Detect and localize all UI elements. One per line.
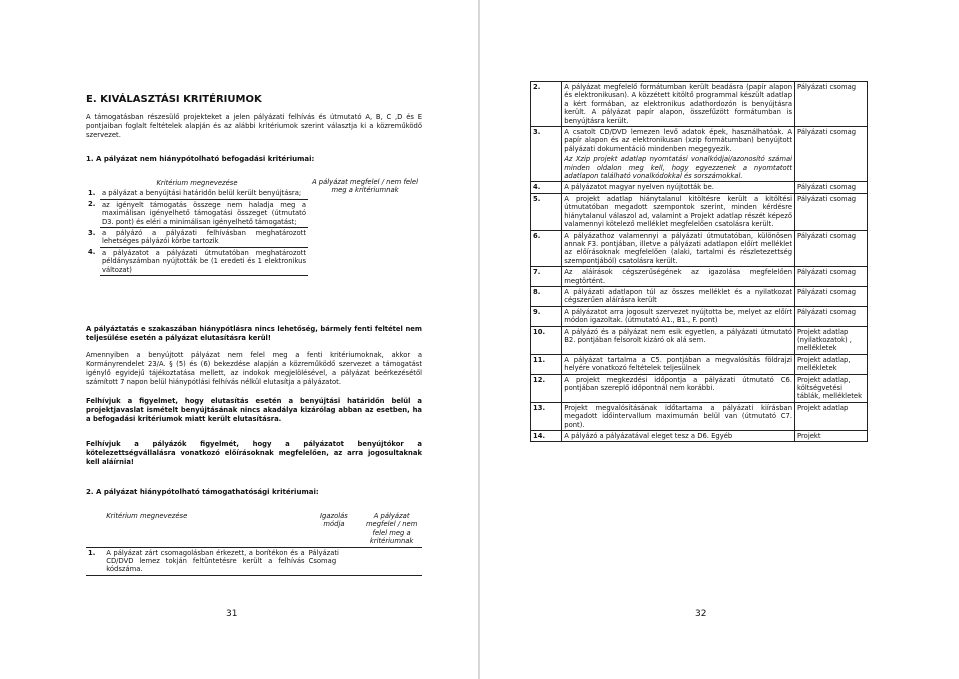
criterion-text: a pályázó a pályázati felhívásban meghatározott lehetséges pályázói körbe tartozik xyxy=(101,229,306,246)
left-page xyxy=(0,0,479,679)
criterion-text: A csatolt CD/DVD lemezen levő adatok épek, használhatóak. A papír alapon és az elektronikusan (xzip formátumban) benyújtott pályázati dokumentáció mindenben megegyezik. xyxy=(564,128,793,153)
table-row xyxy=(531,326,868,354)
verification-method: Pályázati csomag xyxy=(795,127,868,182)
criterion-number: 13. xyxy=(531,402,562,430)
criterion-cell xyxy=(562,127,795,182)
t2-col-compliance: A pályázat megfelel / nem felel meg a kritériumnak xyxy=(365,512,418,546)
criterion-cell xyxy=(562,374,795,402)
table-row xyxy=(86,547,422,575)
section2-title: 2. A pályázat hiánypótolható támogathatósági kritériumai: xyxy=(86,488,319,496)
criterion-number: 14. xyxy=(531,431,562,442)
criterion-number: 5. xyxy=(531,193,562,230)
criterion-number: 7. xyxy=(531,267,562,287)
verification-method: Pályázati csomag xyxy=(795,230,868,267)
verification-method: Pályázati Csomag xyxy=(307,547,362,575)
admission-criteria-table xyxy=(86,178,308,276)
page-number-right: 32 xyxy=(695,609,707,619)
t1-col-compliance: A pályázat megfelel / nem felel meg a kritériumnak xyxy=(312,178,418,195)
criterion-text: A pályázathoz valamennyi a pályázati útmutatóban, különösen annak F3. pontjában, illetve a pályázati adatlapon előírt melléklet az előírásoknak megfelelően (alaki, tartalmi és részletezettség szempontjából) csatolásra került. xyxy=(564,231,793,265)
verification-method: Pályázati csomag xyxy=(795,193,868,230)
criterion-number: 4. xyxy=(88,248,96,257)
table-row xyxy=(531,431,868,442)
verification-method: Pályázati csomag xyxy=(795,286,868,306)
criterion-text: a pályázat a benyújtási határidőn belül került benyújtásra; xyxy=(100,188,308,199)
verification-method: Projekt adatlap xyxy=(795,402,868,430)
table-row xyxy=(531,182,868,193)
criterion-text: az igényelt támogatás összege nem haladja meg a maximálisan igényelhető támogatási összeget (útmutató D3. pont) és eléri a minimálisan igényelhető támogatást; xyxy=(101,200,306,226)
eligibility-criteria-table-continued xyxy=(530,81,868,442)
criterion-number: 1. xyxy=(88,189,96,198)
criterion-number: 6. xyxy=(531,230,562,267)
criterion-number: 1. xyxy=(86,547,104,575)
criterion-text: A pályázat tartalma a C5. pontjában a megvalósítás földrajzi helyére vonatkozó feltételek teljesülnek xyxy=(564,355,793,373)
table-row xyxy=(531,267,868,287)
criterion-cell xyxy=(562,267,795,287)
t1-col-criterion: Kritérium megnevezése xyxy=(156,179,238,187)
verification-method: Pályázati csomag xyxy=(795,82,868,127)
table-row xyxy=(531,230,868,267)
verification-method: Projekt xyxy=(795,431,868,442)
criterion-text: A pályázatot arra jogosult szervezet nyújtotta be, melyet az előírt módon igazoltak. (útmutató A1., B1., F. pont) xyxy=(564,307,793,325)
criterion-cell xyxy=(562,230,795,267)
criterion-number: 3. xyxy=(531,127,562,182)
table-row xyxy=(531,354,868,374)
criterion-text: A pályázat megfelelő formátumban került beadásra (papír alapon és elektronikusan). A közzétett kitöltő programmal készült adatlap a kért formában, az elektronikus adathordozón is benyújtásra került. A pályázat papír alapon, összefűzött formátumban is benyújtásra került. xyxy=(564,83,793,125)
table-row xyxy=(531,286,868,306)
criterion-number: 12. xyxy=(531,374,562,402)
verification-method: Pályázati csomag xyxy=(795,267,868,287)
paragraph-rejection: Amennyiben a benyújtott pályázat nem felel meg a fenti kritériumoknak, akkor a Kormányrendelet 23/A. § (5) és (6) bekezdése alapján a közreműködő szervezet a támogatást igénylő egyidejű tájékoztatása mellett, az indokok megjelölésével, a pályázat beérkezésétől számított 7 napon belül hiánypótlási felhívás nélkül elutasítja a pályázatot. xyxy=(86,351,422,386)
criterion-cell xyxy=(562,182,795,193)
table-row xyxy=(531,306,868,326)
criterion-cell xyxy=(562,82,795,127)
t2-col-criterion: Kritérium megnevezése xyxy=(106,512,188,520)
table-row xyxy=(531,193,868,230)
criterion-cell xyxy=(562,193,795,230)
criterion-cell xyxy=(562,286,795,306)
verification-method: Pályázati csomag xyxy=(795,306,868,326)
criterion-text: A projekt megkezdési időpontja a pályázati útmutató C6. pontjában szereplő időpontnál nem korábbi. xyxy=(564,375,793,392)
heading-selection-criteria: E. KIVÁLASZTÁSI KRITÉRIUMOK xyxy=(86,94,262,105)
table-row xyxy=(86,228,308,248)
criterion-text: A pályázó és a pályázat nem esik egyetlen, a pályázati útmutató B2. pontjában felsorolt kizáró ok alá sem. xyxy=(564,327,793,344)
table-row xyxy=(531,374,868,402)
right-page xyxy=(480,0,959,679)
page-number-left: 31 xyxy=(226,609,238,619)
criterion-number: 2. xyxy=(88,200,96,209)
criterion-cell xyxy=(562,402,795,430)
criterion-note: Az Xzip projekt adatlap nyomtatási vonalkódjai/azonosító számai minden oldalon meg kell, hogy egyezzenek a nyomtatott adatlapon található vonalkódokkal és sorszámokkal. xyxy=(564,155,793,181)
verification-method: Projekt adatlap, költségvetési táblák, mellékletek xyxy=(795,374,868,402)
criterion-number: 11. xyxy=(531,354,562,374)
criterion-text: Az aláírások cégszerűségének az igazolása megfelelően megtörtént. xyxy=(564,268,793,285)
table-row xyxy=(86,247,308,275)
warning-no-correction: A pályáztatás e szakaszában hiánypótlásra nincs lehetőség, bármely fenti feltétel nem teljesülése esetén a pályázat elutasításra kerül! xyxy=(86,325,422,342)
criterion-text: A pályázó a pályázatával eleget tesz a D6. Egyéb xyxy=(564,432,733,441)
section1-title: 1. A pályázat nem hiánypótolható befogadási kritériumai: xyxy=(86,155,315,163)
criterion-cell xyxy=(562,354,795,374)
criterion-number: 9. xyxy=(531,306,562,326)
intro-paragraph: A támogatásban részesülő projekteket a jelen pályázati felhívás és útmutató A, B, C ,D és E pontjaiban foglalt feltételek alapján és az alábbi kritériumok szerint választja ki a közreműködő szervezet. xyxy=(86,113,422,139)
criterion-cell xyxy=(562,306,795,326)
eligibility-criteria-table xyxy=(86,511,422,576)
criterion-cell xyxy=(562,326,795,354)
criterion-cell xyxy=(562,431,795,442)
criterion-text: A pályázati adatlapon túl az összes melléklet és a nyilatkozat cégszerűen aláírásra került xyxy=(564,287,793,305)
criterion-text: A pályázat zárt csomagolásban érkezett, a borítékon és a CD/DVD lemez tokján feltüntetésre került a felhívás kódszáma. xyxy=(106,548,305,574)
notice-signature: Felhívjuk a pályázók figyelmét, hogy a pályázatot benyújtókor a kötelezettségvállalásra vonatkozó előírásoknak megfelelően, az arra jogosultaknak kell aláírnia! xyxy=(86,440,422,466)
notice-resubmission: Felhívjuk a figyelmet, hogy elutasítás esetén a benyújtási határidőn belül a projektjavaslat ismételt benyújtásának nincs akadálya kizárólag abban az esetben, ha a befogadási kritériumok miatt került elutasításra. xyxy=(86,397,422,423)
criterion-text: A projekt adatlap hiánytalanul kitöltésre került a kitöltési útmutatóban megadott szempontok szerint, minden kérdésre hiánytalanul válaszol ad, valamint a Projekt adatlap részét képező valamennyi kötelező melléklet megfelelően csatolásra került. xyxy=(564,194,793,229)
criterion-text: A pályázatot magyar nyelven nyújtották be. xyxy=(564,183,714,192)
t2-col-method: Igazolás módja xyxy=(320,512,348,529)
table-row xyxy=(531,402,868,430)
criterion-number: 2. xyxy=(531,82,562,127)
verification-method: Projekt adatlap, mellékletek xyxy=(795,354,868,374)
criterion-text: a pályázatot a pályázati útmutatóban meghatározott példányszámban nyújtották be (1 eredeti és 1 elektronikus változat) xyxy=(101,248,306,274)
verification-method: Pályázati csomag xyxy=(795,182,868,193)
table-row xyxy=(86,199,308,227)
criterion-number: 4. xyxy=(531,182,562,193)
criterion-number: 3. xyxy=(88,228,96,237)
table-row xyxy=(86,188,308,199)
criterion-number: 10. xyxy=(531,326,562,354)
table-row xyxy=(531,127,868,182)
criterion-number: 8. xyxy=(531,286,562,306)
table-row xyxy=(531,82,868,127)
verification-method: Projekt adatlap (nyilatkozatok) , mellékletek xyxy=(795,326,868,354)
criterion-text: Projekt megvalósításának időtartama a pályázati kiírásban megadott időintervallum maximumán belül van (útmutató C7. pont). xyxy=(564,403,793,429)
compliance-cell xyxy=(361,547,422,575)
